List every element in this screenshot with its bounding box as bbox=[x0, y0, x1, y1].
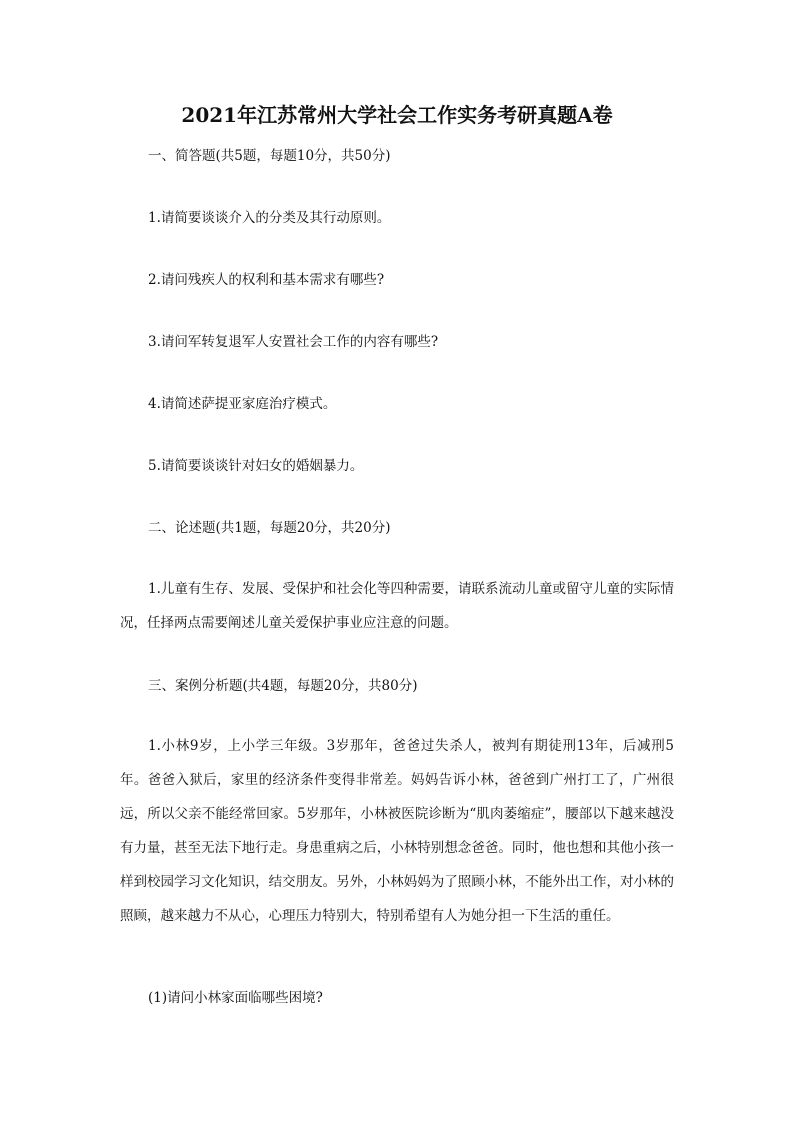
section2-question-1: 1.儿童有生存、发展、受保护和社会化等四种需要，请联系流动儿童或留守儿童的实际情况，任择两点需要阐述儿童关爱保护事业应注意的问题。 bbox=[120, 581, 674, 631]
section1-heading: 一、简答题(共5题，每题10分，共50分) bbox=[148, 148, 391, 164]
section3-heading: 三、案例分析题(共4题，每题20分，共80分) bbox=[148, 678, 418, 694]
section2-heading: 二、论述题(共1题，每题20分，共20分) bbox=[148, 520, 391, 536]
section1-question-1: 1.请简要谈谈介入的分类及其行动原则。 bbox=[148, 210, 391, 226]
section1-question-4: 4.请简述萨提亚家庭治疗模式。 bbox=[148, 396, 337, 412]
section3-subquestion-1: (1)请问小林家面临哪些困境? bbox=[148, 990, 323, 1006]
section1-question-5: 5.请简要谈谈针对妇女的婚姻暴力。 bbox=[148, 458, 364, 474]
section1-question-2: 2.请问残疾人的权利和基本需求有哪些? bbox=[148, 272, 385, 288]
section1-question-3: 3.请问军转复退军人安置社会工作的内容有哪些? bbox=[148, 334, 439, 350]
section3-case-1: 1.小林9岁，上小学三年级。3岁那年，爸爸过失杀人，被判有期徒刑13年，后减刑5年。爸爸入狱后，家里的经济条件变得非常差。妈妈告诉小林，爸爸到广州打工了，广州很远，所以父亲不能经常回家。5岁那年，小林被医院诊断为“肌肉萎缩症”，腰部以下越来越没有力量，甚至无法下地行走。身患重病之后，小林特别想念爸爸。同时，他也想和其他小孩一样到校园学习文化知识，结交朋友。另外，小林妈妈为了照顾小林，不能外出工作，对小林的照顾，越来越力不从心，心理压力特别大，特别希望有人为她分担一下生活的重任。 bbox=[120, 738, 674, 924]
document-title: 2021年江苏常州大学社会工作实务考研真题A卷 bbox=[181, 103, 613, 127]
